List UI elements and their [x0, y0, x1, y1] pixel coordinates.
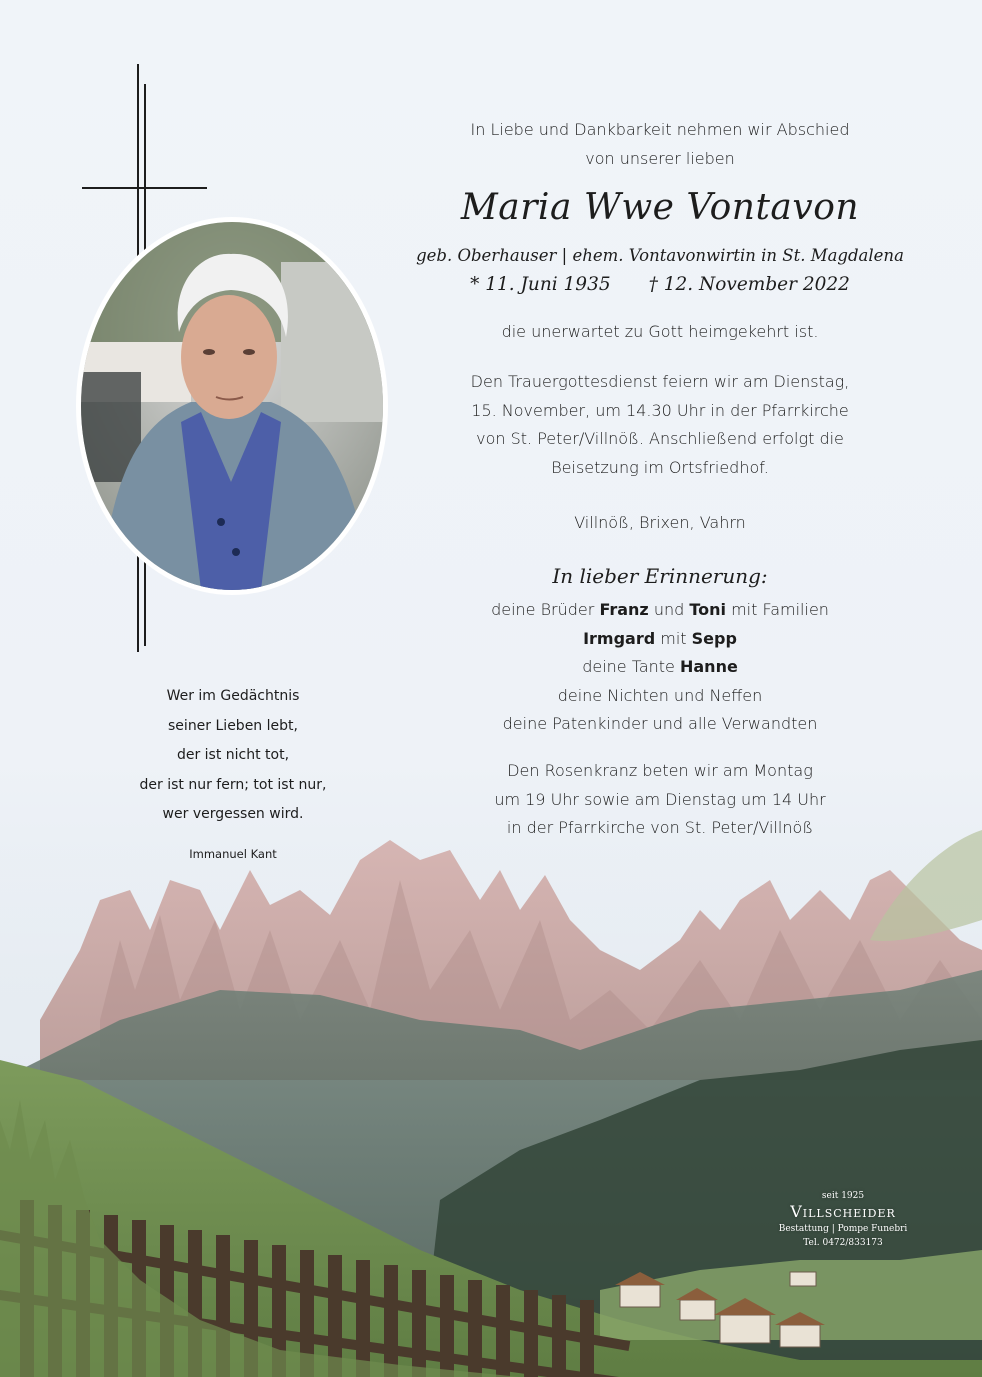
passing-text: die unerwartet zu Gott heimgekehrt ist.	[501, 322, 819, 341]
rosary-line-1: Den Rosenkranz beten wir am Montag	[507, 761, 813, 780]
mourner-name: Irmgard	[583, 628, 656, 648]
intro-line-2: von unserer lieben	[585, 148, 735, 168]
mourners-line-5: deine Patenkinder und alle Verwandten	[502, 714, 818, 733]
quote-line-3: der ist nicht tot,	[176, 747, 290, 763]
quote-author: Immanuel Kant	[189, 847, 277, 861]
mourners-line-1	[380, 596, 940, 625]
places-text: Villnöß, Brixen, Vahrn	[574, 513, 746, 532]
death-date: † 12. November 2022	[648, 274, 850, 295]
rosary-line-2: um 19 Uhr sowie am Dienstag um 14 Uhr	[494, 789, 826, 809]
mourner-name: Hanne	[679, 657, 738, 676]
service-line-3: von St. Peter/Villnöß. Anschließend erfolgt die	[476, 429, 844, 448]
mourner-name: Sepp	[691, 628, 737, 648]
quote-line-5: wer vergessen wird.	[162, 806, 304, 822]
mourner-name: Franz	[599, 600, 649, 619]
life-dates	[380, 271, 940, 299]
mourners-text: mit Familien	[726, 600, 829, 619]
brand-phone: Tel. 0472/833173	[803, 1238, 883, 1248]
mourners-line-3	[380, 653, 940, 682]
portrait-photo	[81, 222, 383, 590]
brand-since: seit 1925	[821, 1191, 865, 1201]
brand-subtitle: Bestattung | Pompe Funebri	[778, 1224, 908, 1234]
birth-date: * 11. Juni 1935	[470, 274, 611, 295]
mourners-text: deine Tante	[582, 657, 680, 676]
service-line-1: Den Trauergottesdienst feiern wir am Dienstag,	[470, 372, 850, 391]
cross-horizontal-bar	[82, 187, 207, 189]
rosary-line-3: in der Pfarrkirche von St. Peter/Villnöß	[506, 818, 814, 837]
mourners-line-2	[380, 625, 940, 654]
quote-line-4: der ist nur fern; tot ist nur,	[139, 776, 327, 793]
rosary-text	[380, 757, 940, 843]
birth-info: geb. Oberhauser | ehem. Vontavonwirtin in St. Magdalena	[416, 246, 904, 265]
mourners-text: mit	[655, 628, 692, 648]
mourners-text: und	[648, 600, 690, 619]
mourners-text: deine Brüder	[491, 600, 600, 619]
mourner-name: Toni	[689, 600, 726, 619]
brand-name: Villscheider	[790, 1202, 896, 1221]
mourners-list	[380, 596, 940, 739]
service-line-4: Beisetzung im Ortsfriedhof.	[551, 457, 769, 477]
funeral-service-text	[380, 368, 940, 482]
quote-line-1: Wer im Gedächtnis	[166, 688, 300, 704]
funeral-home-logo	[768, 1190, 918, 1250]
mountain-landscape	[0, 820, 982, 1377]
deceased-name: Maria Wwe Vontavon	[460, 187, 860, 228]
remembrance-title: In lieber Erinnerung:	[552, 564, 768, 588]
mourners-line-4: deine Nichten und Neffen	[557, 685, 763, 705]
intro-line-1: In Liebe und Dankbarkeit nehmen wir Abschied	[470, 120, 850, 139]
memorial-quote	[108, 682, 358, 830]
quote-line-2: seiner Lieben lebt,	[168, 717, 298, 734]
service-line-2: 15. November, um 14.30 Uhr in der Pfarrkirche	[471, 400, 849, 420]
intro-text	[380, 116, 940, 173]
